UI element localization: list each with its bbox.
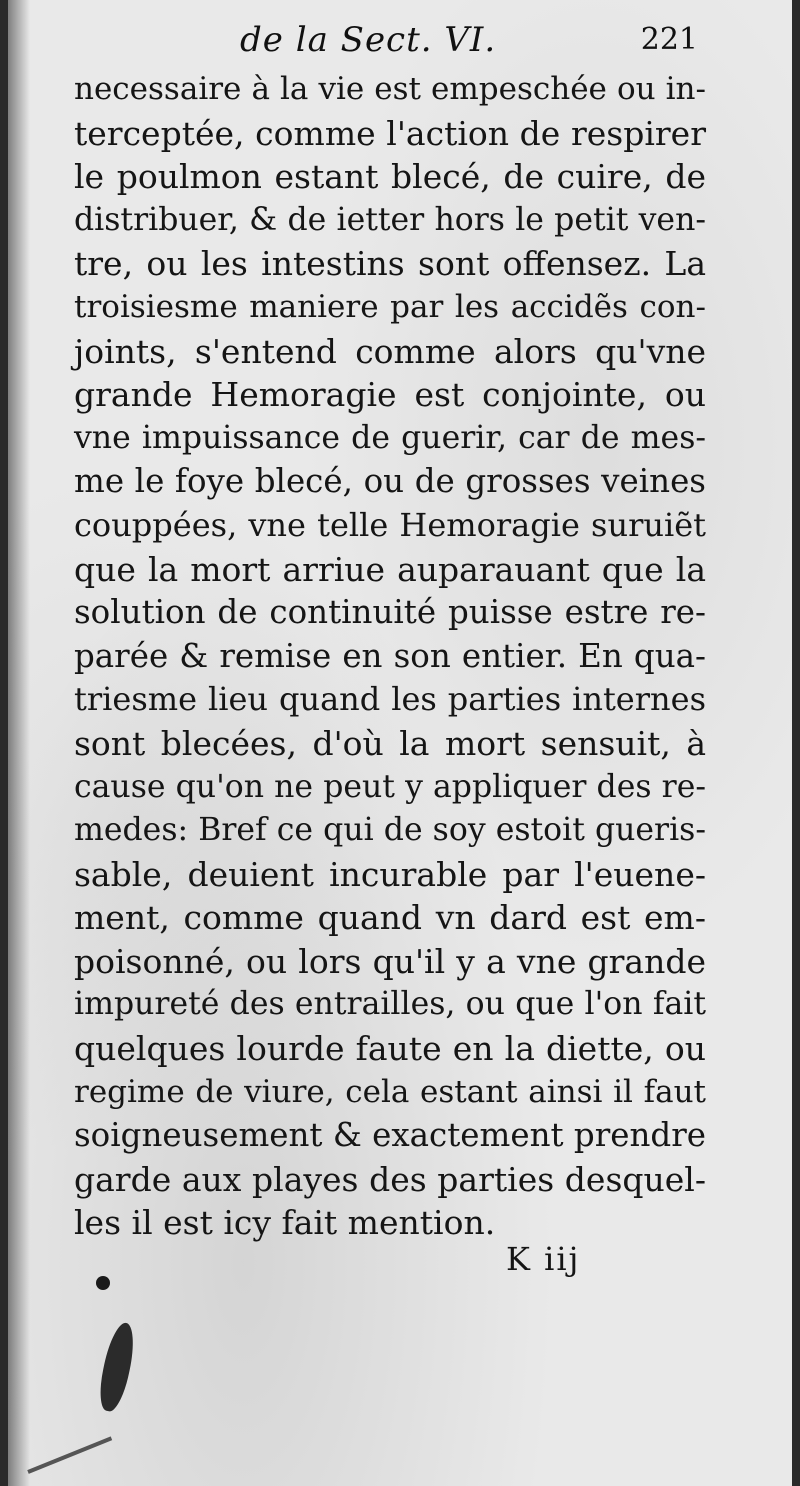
text-line: solution de continuité puisse estre re- — [74, 593, 706, 632]
text-line: distribuer, & de ietter hors le petit ven- — [74, 201, 706, 238]
text-line: cause qu'on ne peut y appliquer des re- — [74, 768, 706, 805]
page-header — [8, 18, 792, 62]
body-text — [74, 68, 706, 1245]
text-line: parée & remise en son entier. En qua- — [74, 636, 706, 675]
text-line: terceptée, comme l'action de respirer — [74, 113, 706, 153]
text-line: troisiesme maniere par les accidẽs con- — [74, 288, 706, 325]
text-line: joints, s'entend comme alors qu'vne — [74, 331, 706, 371]
text-line: tre, ou les intestins sont offensez. La — [74, 244, 706, 284]
text-line: me le foye blecé, ou de grosses veines — [74, 462, 706, 501]
page-number: 221 — [640, 22, 698, 57]
page-edge-shadow — [8, 0, 30, 1486]
book-page — [8, 0, 792, 1486]
text-line: impureté des entrailles, ou que l'on fait — [74, 986, 706, 1023]
ink-blot-dot — [96, 1276, 110, 1290]
text-line: regime de viure, cela estant ainsi il faut — [74, 1073, 706, 1110]
signature-mark: K iij — [506, 1240, 581, 1278]
text-line-last: les il est icy fait mention. — [74, 1203, 496, 1243]
text-line: triesme lieu quand les parties internes — [74, 680, 706, 719]
ink-scratch — [27, 1436, 112, 1473]
text-line: quelques lourde faute en la diette, ou — [74, 1029, 706, 1069]
text-line: medes: Bref ce qui de soy estoit gueris- — [74, 812, 706, 849]
text-line: sont blecées, d'où la mort sensuit, à — [74, 723, 706, 763]
text-line: necessaire à la vie est empeschée ou in- — [74, 71, 706, 107]
ink-blot-stroke — [95, 1320, 139, 1413]
text-line: ment, comme quand vn dard est em- — [74, 898, 706, 938]
text-line: sable, deuient incurable par l'euene- — [74, 854, 706, 894]
text-line: grande Hemoragie est conjointe, ou — [74, 375, 706, 415]
text-line: vne impuissance de guerir, car de mes- — [74, 419, 706, 456]
text-line: que la mort arriue auparauant que la — [74, 549, 706, 589]
text-line: couppées, vne telle Hemoragie suruiẽt — [74, 505, 706, 544]
text-line: le poulmon estant blecé, de cuire, de — [74, 157, 706, 197]
running-head: de la Sect. VI. — [240, 20, 497, 60]
text-line: garde aux playes des parties desquel- — [74, 1159, 706, 1199]
text-line: poisonné, ou lors qu'il y a vne grande — [74, 941, 706, 981]
text-line: soigneusement & exactement prendre — [74, 1116, 706, 1155]
